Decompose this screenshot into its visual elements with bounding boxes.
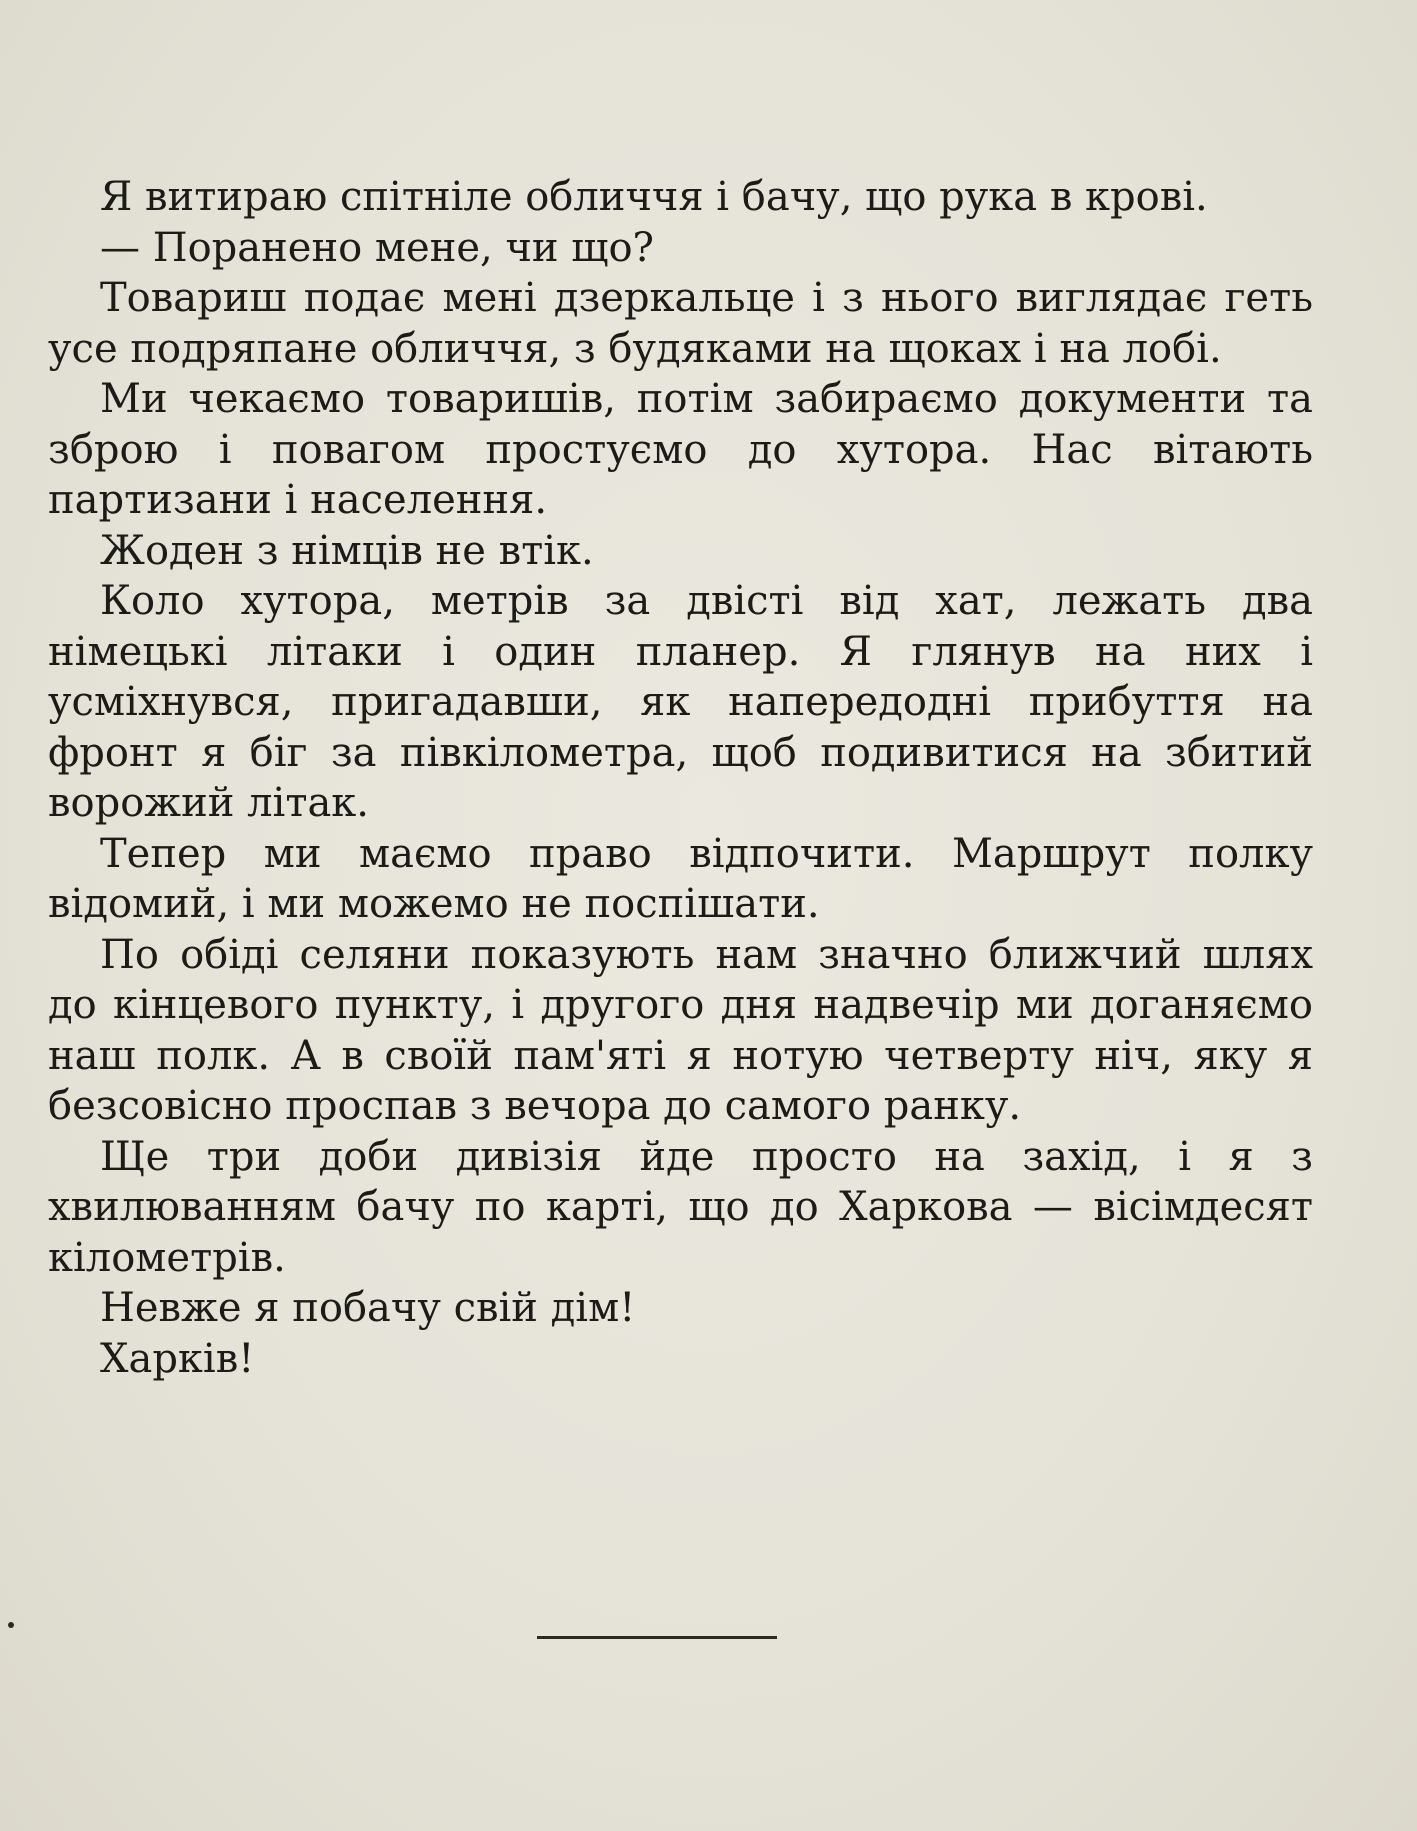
paragraph-8: По обіді селяни показують нам значно ближчий шлях до кінцевого пункту, і другого дня надвечір ми доганяємо наш полк. А в своїй пам'яті я нотую четверту ніч, яку я безсовісно проспав з вечора до самого ранку. bbox=[48, 931, 1313, 1129]
paragraph-9: Ще три доби дивізія йде просто на захід, і я з хвилюванням бачу по карті, що до Харкова — вісімдесят кілометрів. bbox=[48, 1133, 1313, 1281]
paragraph-1: Я витираю спітніле обличчя і бачу, що рука в крові. bbox=[100, 174, 1208, 220]
paragraph-4: Ми чекаємо товаришів, потім забираємо документи та зброю і повагом простуємо до хутора. Нас вітають партизани і населення. bbox=[48, 376, 1313, 523]
section-divider bbox=[537, 1636, 777, 1639]
paragraph-2: — Поранено мене, чи що? bbox=[100, 224, 655, 271]
print-speck bbox=[8, 1622, 14, 1628]
paragraph-7: Тепер ми маємо право відпочити. Маршрут полку відомий, і ми можемо не поспішати. bbox=[48, 830, 1313, 927]
body-text bbox=[48, 172, 1313, 1384]
paragraph-5: Жоден з німців не втік. bbox=[100, 527, 594, 574]
paragraph-10: Невже я побачу свій дім! bbox=[100, 1285, 636, 1331]
paragraph-11: Харків! bbox=[100, 1335, 255, 1382]
paragraph-3: Товариш подає мені дзеркальце і з нього виглядає геть усе подряпане обличчя, з будяками на щоках і на лобі. bbox=[48, 275, 1313, 372]
paragraph-6: Коло хутора, метрів за двісті від хат, лежать два німецькі літаки і один планер. Я глянув на них і усміхнувся, пригадавши, як напередодні прибуття на фронт я біг за півкілометра, щоб подивитися на збитий ворожий літак. bbox=[48, 578, 1313, 826]
